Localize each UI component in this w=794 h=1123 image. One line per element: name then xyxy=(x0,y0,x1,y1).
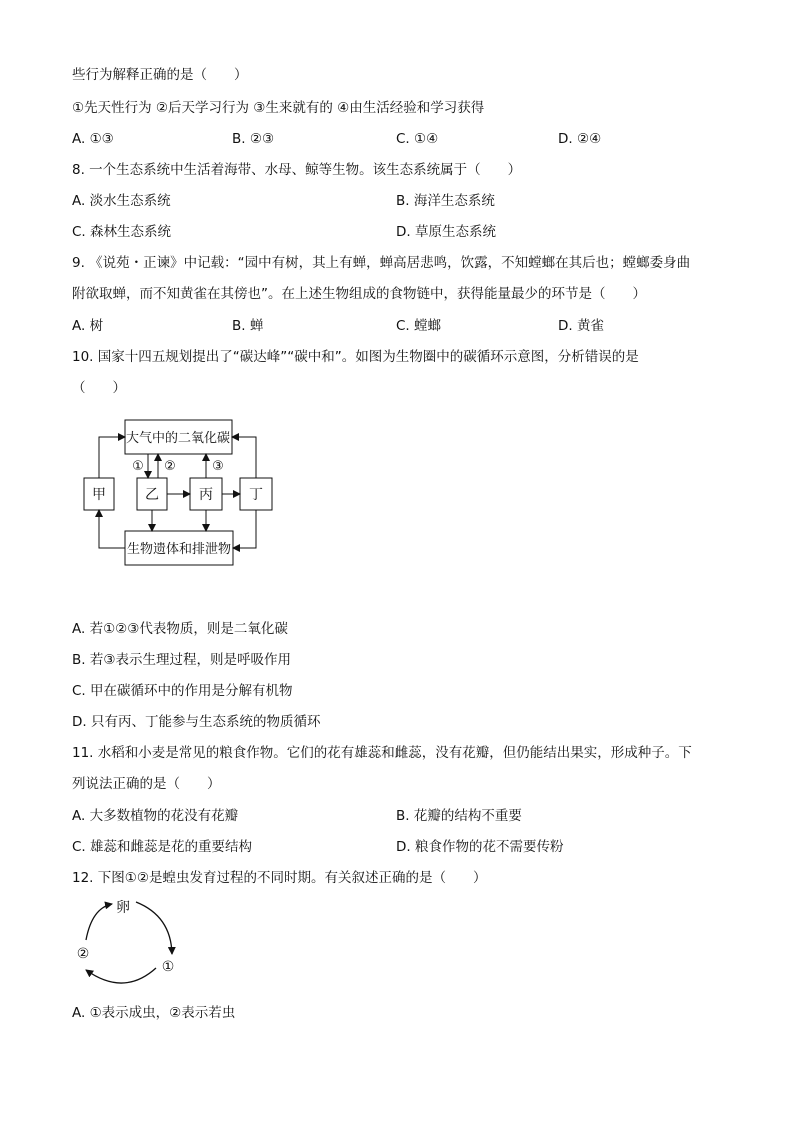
cycle-arrow-2-to-egg xyxy=(86,904,112,940)
q11-option-a: A. 大多数植物的花没有花瓣 xyxy=(72,808,239,824)
marker-3: ③ xyxy=(212,459,224,474)
arrow-ding-to-atmosphere xyxy=(232,437,256,478)
q11-stem-line2: 列说法正确的是（ ） xyxy=(72,776,221,792)
q9-stem-line1: 9. 《说苑・正谏》中记载：“园中有树，其上有蝉，蝉高居悲鸣，饮露，不知螳螂在其后也；螳螂委身曲 xyxy=(72,255,691,271)
q9-option-c: C. 螳螂 xyxy=(396,318,442,334)
q7-option-b: B. ②③ xyxy=(232,131,275,147)
marker-1: ① xyxy=(132,459,144,474)
arrow-ding-to-residue xyxy=(233,510,256,548)
q10-option-b: B. 若③表示生理过程，则是呼吸作用 xyxy=(72,652,291,668)
q7-option-c: C. ①④ xyxy=(396,131,439,147)
q7-option-a: A. ①③ xyxy=(72,131,114,147)
yi-label: 乙 xyxy=(145,487,159,503)
arrow-residue-to-jia xyxy=(99,510,125,548)
ding-label: 丁 xyxy=(249,487,263,503)
q8-option-b: B. 海洋生态系统 xyxy=(396,193,495,209)
q10-option-a: A. 若①②③代表物质，则是二氧化碳 xyxy=(72,621,288,637)
q10-stem-line1: 10. 国家十四五规划提出了“碳达峰”“碳中和”。如图为生物圈中的碳循环示意图，分析错误的是 xyxy=(72,349,639,365)
jia-label: 甲 xyxy=(92,487,106,503)
egg-label: 卵 xyxy=(116,900,130,916)
q8-stem: 8. 一个生态系统中生活着海带、水母、鲸等生物。该生态系统属于（ ） xyxy=(72,162,522,178)
residue-label: 生物遗体和排泄物 xyxy=(126,542,232,557)
stage-2-label: ② xyxy=(76,946,90,962)
q9-stem-line2: 附欲取蝉，而不知黄雀在其傍也”。在上述生物组成的食物链中，获得能量最少的环节是（ ） xyxy=(72,286,646,302)
arrow-jia-to-atmosphere xyxy=(99,437,125,478)
q11-stem-line1: 11. 水稻和小麦是常见的粮食作物。它们的花有雄蕊和雌蕊，没有花瓣，但仍能结出果实，形成种子。下 xyxy=(72,745,692,761)
q10-stem-line2: （ ） xyxy=(72,380,126,396)
marker-2: ② xyxy=(164,459,176,474)
atmosphere-co2-label: 大气中的二氧化碳 xyxy=(125,431,231,446)
stage-1-label: ① xyxy=(161,959,175,975)
q9-option-a: A. 树 xyxy=(72,318,104,334)
q12-option-a: A. ①表示成虫，②表示若虫 xyxy=(72,1005,236,1021)
q8-option-d: D. 草原生态系统 xyxy=(396,224,496,240)
bing-label: 丙 xyxy=(199,487,213,503)
q11-option-b: B. 花瓣的结构不重要 xyxy=(396,808,522,824)
cycle-arrow-1-to-2 xyxy=(86,968,156,983)
q12-stem: 12. 下图①②是蝗虫发育过程的不同时期。有关叙述正确的是（ ） xyxy=(72,870,487,886)
q10-option-c: C. 甲在碳循环中的作用是分解有机物 xyxy=(72,683,293,699)
q7-statements: ①先天性行为 ②后天学习行为 ③生来就有的 ④由生活经验和学习获得 xyxy=(72,100,485,116)
q11-option-c: C. 雄蕊和雌蕊是花的重要结构 xyxy=(72,839,253,855)
cycle-arrow-egg-to-1 xyxy=(136,902,172,954)
q7-stem-continued: 些行为解释正确的是（ ） xyxy=(72,67,248,83)
q9-option-d: D. 黄雀 xyxy=(558,318,604,334)
q10-option-d: D. 只有丙、丁能参与生态系统的物质循环 xyxy=(72,714,321,730)
q7-option-d: D. ②④ xyxy=(558,131,602,147)
q9-option-b: B. 蝉 xyxy=(232,318,264,334)
q8-option-c: C. 森林生态系统 xyxy=(72,224,172,240)
q11-option-d: D. 粮食作物的花不需要传粉 xyxy=(396,839,564,855)
q8-option-a: A. 淡水生态系统 xyxy=(72,193,171,209)
